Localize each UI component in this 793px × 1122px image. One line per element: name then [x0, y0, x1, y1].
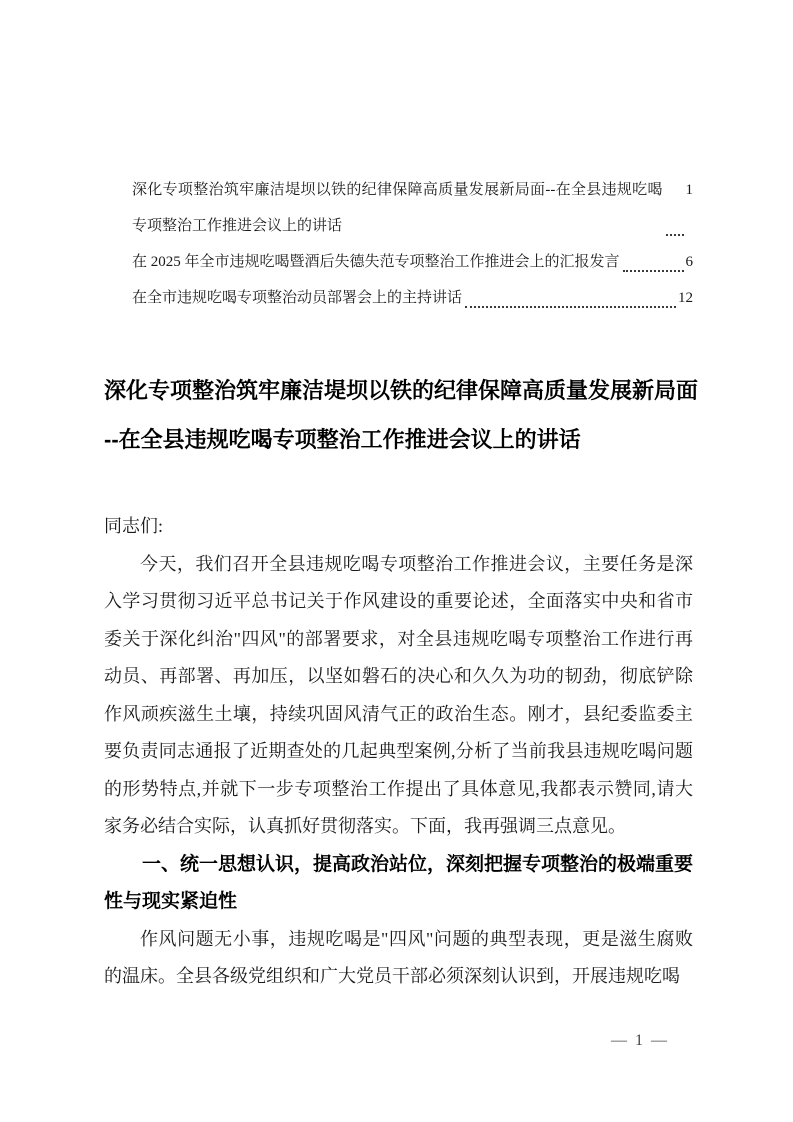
toc-entry[interactable]	[132, 280, 693, 316]
document-body	[104, 508, 693, 996]
toc-entry-label[interactable]: 深化专项整治筑牢廉洁堤坝以铁的纪律保障高质量发展新局面--在全县违规吃喝专项整治工作推进会议上的讲话	[132, 182, 663, 234]
footer-page-number: — 1 —	[611, 1032, 669, 1049]
document-title-line2: --在全县违规吃喝专项整治工作推进会议上的讲话	[104, 427, 581, 452]
body-paragraph-2: 作风问题无小事，违规吃喝是"四风"问题的典型表现，更是滋生腐败的温床。全县各级党组织和广大党员干部必须深刻认识到，开展违规吃喝	[104, 928, 693, 986]
toc-entry[interactable]	[132, 244, 693, 280]
table-of-contents	[132, 172, 693, 316]
salutation: 同志们:	[104, 516, 164, 536]
toc-dot-leader	[623, 270, 684, 272]
toc-dot-leader	[666, 234, 684, 236]
document-title	[104, 366, 703, 464]
toc-entry-page-number: 6	[685, 254, 693, 270]
document-title-line1: 深化专项整治筑牢廉洁堤坝以铁的纪律保障高质量发展新局面	[104, 378, 699, 403]
toc-dot-leader	[465, 306, 676, 308]
body-paragraph-1: 今天，我们召开全县违规吃喝专项整治工作推进会议，主要任务是深入学习贯彻习近平总书记关于作风建设的重要论述，全面落实中央和省市委关于深化纠治"四风"的部署要求，对全县违规吃喝专项整治工作进行再动员、再部署、再加压，以坚如磐石的决心和久久为功的韧劲，彻底铲除作风顽疾滋生土壤，持续巩固风清气正的政治生态。刚才，县纪委监委主要负责同志通报了近期查处的几起典型案例,分析了当前我县违规吃喝问题的形势特点,并就下一步专项整治工作提出了具体意见,我都表示赞同,请大家务必结合实际，认真抓好贯彻落实。下面，我再强调三点意见。	[104, 553, 693, 836]
toc-entry-label[interactable]: 在全市违规吃喝专项整治动员部署会上的主持讲话	[132, 290, 463, 306]
toc-entry[interactable]	[132, 172, 693, 244]
toc-entry-label[interactable]: 在 2025 年全市违规吃喝暨酒后失德失范专项整治工作推进会上的汇报发言	[132, 254, 620, 270]
toc-entry-page-number: 12	[678, 290, 693, 306]
section-1-heading: 一、统一思想认识，提高政治站位，深刻把握专项整治的极端重要性与现实紧迫性	[104, 853, 694, 912]
toc-entry-page-number: 1	[685, 182, 693, 198]
